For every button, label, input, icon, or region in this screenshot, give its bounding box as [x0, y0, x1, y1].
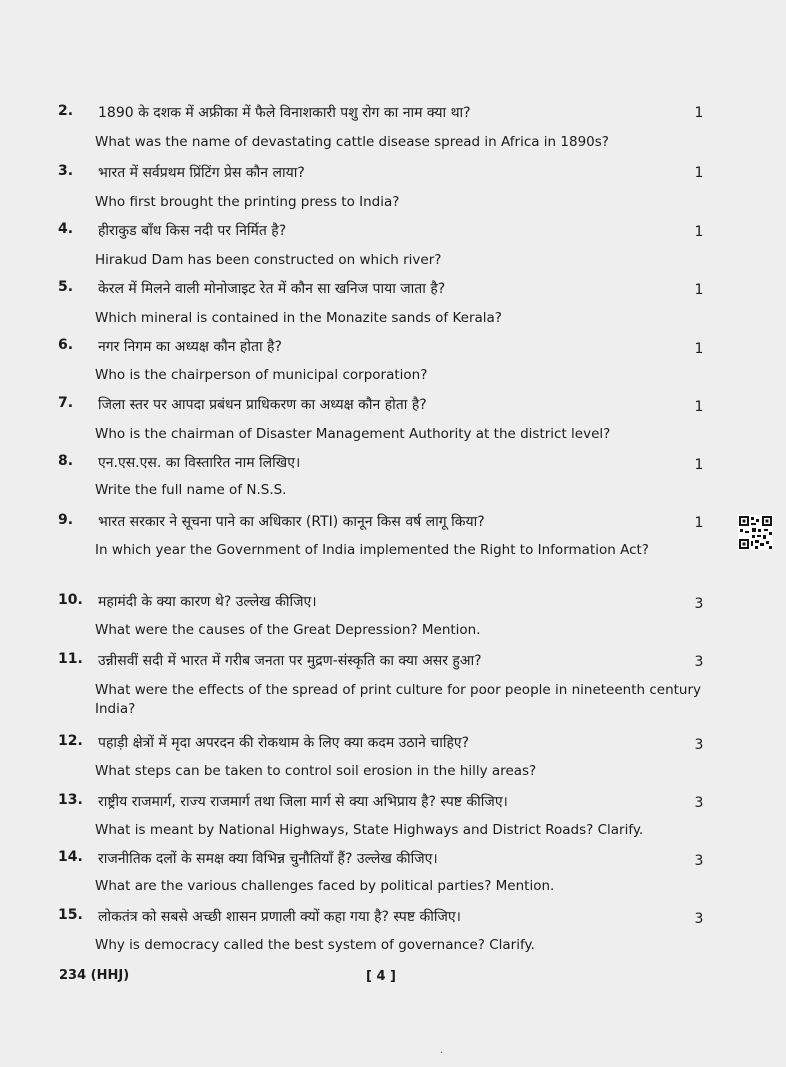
question-number: 3.	[58, 163, 74, 179]
question-hindi: भारत सरकार ने सूचना पाने का अधिकार (RTI) कानून किस वर्ष लागू किया?	[98, 514, 485, 530]
question-english: Hirakud Dam has been constructed on which river?	[95, 252, 442, 268]
question-hindi: राजनीतिक दलों के समक्ष क्या विभिन्न चुनौतियाँ हैं? उल्लेख कीजिए।	[98, 851, 438, 867]
question-number: 14.	[58, 849, 83, 865]
scan-speck: ·	[440, 1048, 444, 1059]
question-marks: 3	[694, 737, 704, 753]
question-hindi: केरल में मिलने वाली मोनोजाइट रेत में कौन सा खनिज पाया जाता है?	[98, 281, 446, 297]
question-marks: 1	[694, 105, 704, 121]
question-english: Write the full name of N.S.S.	[95, 482, 287, 498]
question-hindi: भारत में सर्वप्रथम प्रिंटिंग प्रेस कौन लाया?	[98, 165, 305, 181]
question-marks: 3	[694, 911, 704, 927]
question-hindi: जिला स्तर पर आपदा प्रबंधन प्राधिकरण का अध्यक्ष कौन होता है?	[98, 397, 427, 413]
question-english: What was the name of devastating cattle disease spread in Africa in 1890s?	[95, 134, 609, 150]
question-english: Who is the chairman of Disaster Management Authority at the district level?	[95, 426, 611, 442]
question-english: In which year the Government of India implemented the Right to Information Act?	[95, 542, 649, 558]
question-number: 12.	[58, 733, 83, 749]
question-number: 8.	[58, 453, 74, 469]
question-number: 2.	[58, 103, 74, 119]
question-english: Who first brought the printing press to India?	[95, 194, 400, 210]
question-english: Who is the chairperson of municipal corporation?	[95, 367, 428, 383]
question-marks: 1	[694, 341, 704, 357]
question-number: 4.	[58, 221, 74, 237]
question-number: 7.	[58, 395, 74, 411]
question-hindi: लोकतंत्र को सबसे अच्छी शासन प्रणाली क्यों कहा गया है? स्पष्ट कीजिए।	[98, 909, 461, 925]
question-number: 11.	[58, 651, 83, 667]
question-hindi: नगर निगम का अध्यक्ष कौन होता है?	[98, 339, 282, 355]
question-number: 5.	[58, 279, 74, 295]
question-english: What is meant by National Highways, State Highways and District Roads? Clarify.	[95, 822, 644, 838]
question-marks: 1	[694, 399, 704, 415]
question-marks: 1	[694, 457, 704, 473]
question-marks: 1	[694, 515, 704, 531]
question-hindi: उन्नीसवीं सदी में भारत में गरीब जनता पर मुद्रण-संस्कृति का क्या असर हुआ?	[98, 653, 482, 669]
question-english: What steps can be taken to control soil erosion in the hilly areas?	[95, 763, 537, 779]
question-marks: 1	[694, 282, 704, 298]
question-marks: 1	[694, 224, 704, 240]
page-number: [ 4 ]	[366, 969, 396, 984]
question-number: 9.	[58, 512, 74, 528]
question-number: 13.	[58, 792, 83, 808]
question-marks: 3	[694, 654, 704, 670]
question-english: What were the causes of the Great Depression? Mention.	[95, 622, 481, 638]
paper-code: 234 (HHJ)	[59, 968, 130, 983]
question-hindi: 1890 के दशक में अफ्रीका में फैले विनाशकारी पशु रोग का नाम क्या था?	[98, 105, 471, 121]
question-english: Why is democracy called the best system of governance? Clarify.	[95, 937, 535, 953]
question-hindi: हीराकुड बाँध किस नदी पर निर्मित है?	[98, 223, 287, 239]
question-marks: 3	[694, 795, 704, 811]
question-number: 6.	[58, 337, 74, 353]
question-english: Which mineral is contained in the Monazite sands of Kerala?	[95, 310, 502, 326]
question-hindi: महामंदी के क्या कारण थे? उल्लेख कीजिए।	[98, 594, 317, 610]
question-marks: 1	[694, 165, 704, 181]
question-marks: 3	[694, 596, 704, 612]
question-marks: 3	[694, 853, 704, 869]
question-english: What are the various challenges faced by political parties? Mention.	[95, 878, 555, 894]
question-hindi: राष्ट्रीय राजमार्ग, राज्य राजमार्ग तथा जिला मार्ग से क्या अभिप्राय है? स्पष्ट कीजिए।	[98, 794, 508, 810]
qr-code-icon	[738, 515, 773, 550]
question-english: What were the effects of the spread of print culture for poor people in nineteenth century India?	[95, 682, 702, 717]
question-hindi: पहाड़ी क्षेत्रों में मृदा अपरदन की रोकथाम के लिए क्या कदम उठाने चाहिए?	[98, 735, 470, 751]
question-hindi: एन.एस.एस. का विस्तारित नाम लिखिए।	[98, 455, 301, 471]
question-number: 10.	[58, 592, 83, 608]
question-number: 15.	[58, 907, 83, 923]
